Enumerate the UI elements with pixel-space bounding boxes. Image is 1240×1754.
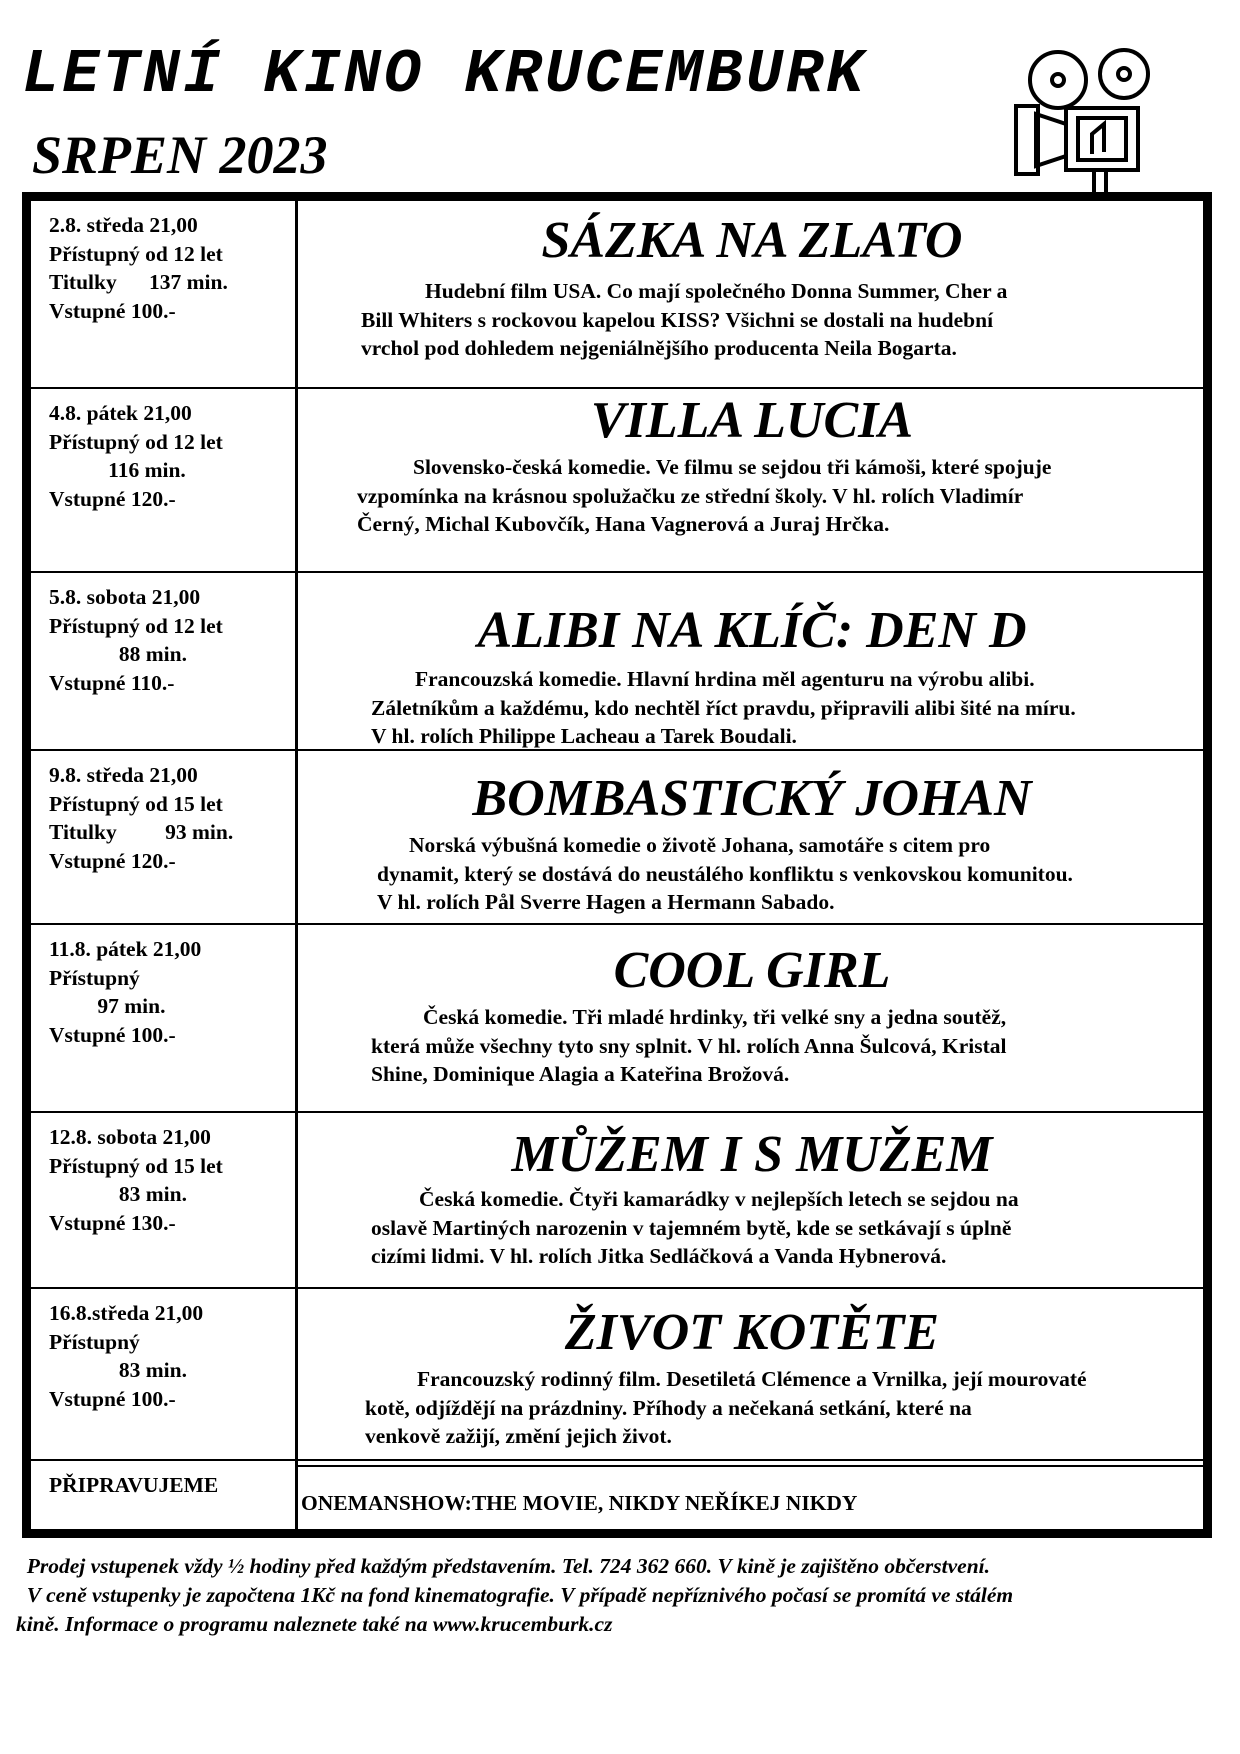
age-rating: Přístupný od 15 let [49,791,223,816]
film-row [31,573,1203,751]
description-line: Shine, Dominique Alagia a Kateřina Brožová. [371,1062,790,1086]
film-description [371,1003,1007,1089]
description-line: Norská výbušná komedie o životě Johana, samotáře s citem pro [409,833,991,857]
film-row [31,389,1203,573]
description-line: venkově zažijí, změní jejich život. [365,1424,672,1448]
film-row [31,201,1203,390]
screening-info [49,583,291,697]
film-description [361,277,1007,363]
description-line: oslavě Martiných narozenin v tajemném bytě, kde se setkávají s úplně [371,1215,1012,1240]
screening-info [49,1123,291,1237]
film-title: MŮŽEM I S MUŽEM [511,1126,993,1183]
screening-info [49,761,291,875]
film-schedule-table [22,192,1212,1538]
description-line: Česká komedie. Tři mladé hrdinky, tři velké sny a jedna soutěž, [423,1005,1007,1029]
ticket-price: Vstupné 120.- [49,486,176,511]
film-title: VILLA LUCIA [590,392,914,449]
description-line: Česká komedie. Čtyři kamarádky v nejlepších letech se sejdou na [419,1187,1019,1211]
age-rating: Přístupný [49,965,140,990]
ticket-price: Vstupné 110.- [49,670,175,695]
film-description [371,665,1076,751]
age-rating: Přístupný od 12 let [49,429,223,454]
age-rating: Přístupný od 15 let [49,1153,223,1178]
description-line: Záletníkům a každému, kdo nechtěl říct pravdu, připravili alibi šité na míru. [371,695,1076,720]
screening-info [49,211,291,325]
duration: Titulky 137 min. [49,270,228,294]
description-line: Francouzská komedie. Hlavní hrdina měl agenturu na výrobu alibi. [415,667,1035,691]
screening-date: 5.8. sobota 21,00 [49,585,201,609]
screening-date: 12.8. sobota 21,00 [49,1125,211,1149]
footer-line: kině. Informace o programu naleznete také na www.krucemburk.cz [16,1612,613,1636]
screening-info [49,399,291,513]
screening-date: 16.8.středa 21,00 [49,1301,204,1325]
film-row [31,1289,1203,1461]
screening-date: 2.8. středa 21,00 [49,213,198,237]
film-title: ALIBI NA KLÍČ: DEN D [477,602,1027,659]
ticket-price: Vstupné 120.- [49,848,176,873]
description-line: Francouzský rodinný film. Desetiletá Clémence a Vrnilka, její mourovaté [417,1367,1087,1391]
film-description [377,831,1073,917]
film-description [371,1185,1019,1271]
film-title: SÁZKA NA ZLATO [541,212,963,269]
description-line: Slovensko-česká komedie. Ve filmu se sejdou tři kámoši, které spojuje [413,455,1052,479]
description-line: vzpomínka na krásnou spolužačku ze střední školy. V hl. rolích Vladimír [357,483,1024,508]
film-row [31,1113,1203,1289]
duration: 97 min. [49,994,166,1018]
duration: Titulky 93 min. [49,820,234,844]
description-line: V hl. rolích Philippe Lacheau a Tarek Boudali. [371,724,797,748]
ticket-price: Vstupné 100.- [49,298,176,323]
film-row [31,751,1203,925]
film-row [31,925,1203,1113]
description-line: cizími lidmi. V hl. rolích Jitka Sedláčková a Vanda Hybnerová. [371,1244,947,1268]
row-divider [31,1459,1203,1461]
ticket-price: Vstupné 100.- [49,1022,176,1047]
description-line: která může všechny tyto sny splnit. V hl. rolích Anna Šulcová, Kristal [371,1033,1007,1058]
upcoming-titles: ONEMANSHOW:THE MOVIE, NIKDY NEŘÍKEJ NIKDY [301,1491,858,1515]
film-title: COOL GIRL [613,942,891,999]
description-line: dynamit, který se dostává do neustálého konfliktu s venkovskou komunitou. [377,861,1073,886]
ticket-price: Vstupné 130.- [49,1210,176,1235]
film-title: BOMBASTICKÝ JOHAN [472,770,1032,827]
age-rating: Přístupný [49,1329,140,1354]
duration: 83 min. [49,1182,187,1206]
screening-date: 4.8. pátek 21,00 [49,401,192,425]
screening-info [49,935,291,1049]
film-title: ŽIVOT KOTĚTE [564,1304,940,1361]
upcoming-label: PŘIPRAVUJEME [49,1473,219,1497]
row-divider [295,1465,1203,1467]
description-line: vrchol pod dohledem nejgeniálnějšího producenta Neila Bogarta. [361,336,957,360]
description-line: Hudební film USA. Co mají společného Donna Summer, Cher a [425,279,1008,303]
age-rating: Přístupný od 12 let [49,613,223,638]
upcoming-row [31,1463,1203,1529]
film-description [365,1365,1087,1451]
footer-note [16,1552,1216,1639]
screening-info [49,1299,291,1413]
description-line: kotě, odjíždějí na prázdniny. Příhody a nečekaná setkání, které na [365,1395,972,1420]
duration: 88 min. [49,642,187,666]
screening-date: 9.8. středa 21,00 [49,763,198,787]
duration: 83 min. [49,1358,187,1382]
film-projector-icon [1006,44,1196,196]
description-line: Černý, Michal Kubovčík, Hana Vagnerová a Juraj Hrčka. [357,512,890,536]
ticket-price: Vstupné 100.- [49,1386,176,1411]
description-line: Bill Whiters s rockovou kapelou KISS? Všichni se dostali na hudební [361,307,994,332]
page-title: LETNÍ KINO KRUCEMBURK [22,39,867,110]
age-rating: Přístupný od 12 let [49,241,223,266]
footer-line: Prodej vstupenek vždy ½ hodiny před každým představením. Tel. 724 362 660. V kině je zajištěno občerstvení. [16,1554,991,1578]
film-description [357,453,1051,539]
month-subtitle: SRPEN 2023 [32,125,328,185]
footer-line: V ceně vstupenky je započtena 1Kč na fond kinematografie. V případě nepříznivého počasí se promítá ve stálém [16,1583,1014,1607]
screening-date: 11.8. pátek 21,00 [49,937,202,961]
description-line: V hl. rolích Pål Sverre Hagen a Hermann Sabado. [377,890,835,914]
duration: 116 min. [49,458,186,482]
